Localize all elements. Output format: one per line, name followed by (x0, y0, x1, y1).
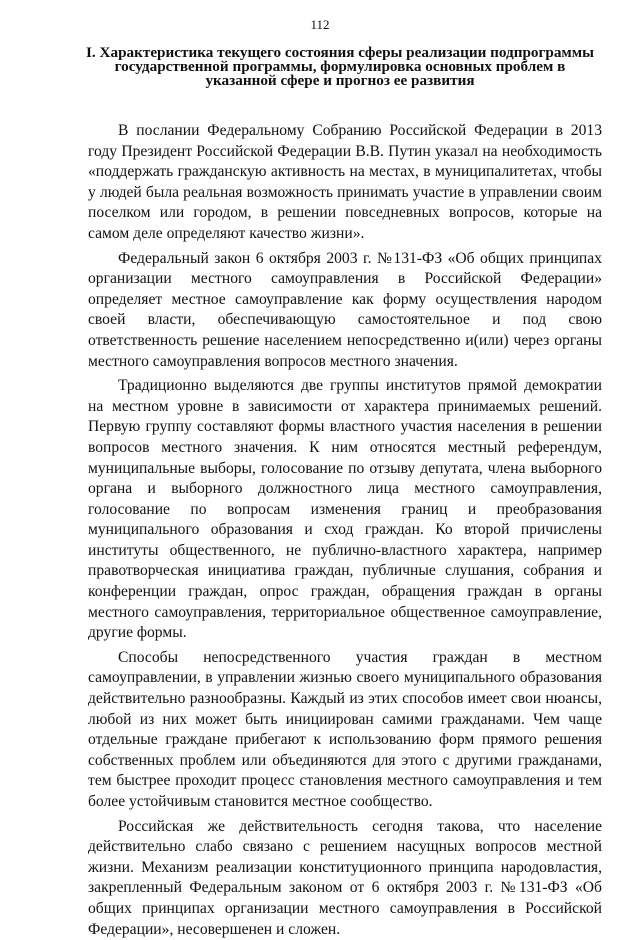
paragraph-participation-methods: Способы непосредственного участия граждан в местном самоуправлении, в управлении жизнью своего муниципального образования действительно разнообразны. Каждый из этих способов имеет свои нюансы, любой из них может быть инициирован самими гражданами. Чем чаще отдельные граждане прибегают к использованию форм прямого решения собственных проблем или объединяются для этого с другими гражданами, тем быстрее проходит процесс становления местного самоуправления и тем более устойчивым становится местное сообщество. (88, 648, 602, 810)
paragraph-presidential-address: В послании Федеральному Собранию Российской Федерации в 2013 году Президент Российской Федерации В.В. Путин указал на необходимость «поддержать гражданскую активность на местах, в муниципалитетах, чтобы у людей была реальная возможность принимать участие в управлении своим поселком или городом, в решении повседневных вопросов, которые на самом деле определяют качество жизни». (88, 122, 602, 242)
paragraph-direct-democracy-groups: Традиционно выделяются две группы институтов прямой демократии на местном уровне в зависимости от характера принимаемых решений. Первую группу составляют формы властного участия населения в решении вопросов местного значения. К ним относятся местный референдум, муниципальные выборы, голосование по отзыву депутата, члена выборного органа и выборного должностного лица местного самоуправления, голосование по вопросам изменения границ и преобразования муниципального образования и сход граждан. Ко второй причислены институты общественного, не публично-властного характера, например правотворческая инициатива граждан, публичные слушания, собрания и конференции граждан, опрос граждан, обращения граждан в органы местного самоуправления, территориальное общественное самоуправление, другие формы. (88, 377, 602, 642)
paragraph-federal-law: Федеральный закон 6 октября 2003 г. №131-ФЗ «Об общих принципах организации местного самоуправления в Российской Федерации» определяет местное самоуправление как форму осуществления народом своей власти, обеспечивающую самостоятельное и под свою ответственность решение населением непосредственно и(или) через органы местного самоуправления вопросов местного значения. (88, 249, 602, 370)
paragraph-russian-reality: Российская же действительность сегодня такова, что население действительно слабо связано с решением насущных вопросов местной жизни. Механизм реализации конституционного принципа народовластия, закрепленный Федеральным законом от 6 октября 2003 г. №131-ФЗ «Об общих принципах организации местного самоуправления в Российской Федерации», несовершенен и сложен. (88, 817, 602, 938)
page-number: 112 (310, 17, 330, 32)
body-text (88, 121, 602, 940)
section-heading: I. Характеристика текущего состояния сферы реализации подпрограммы государственной программы, формулировка основных проблем в указанной сфере и прогноз ее развития (86, 44, 594, 89)
